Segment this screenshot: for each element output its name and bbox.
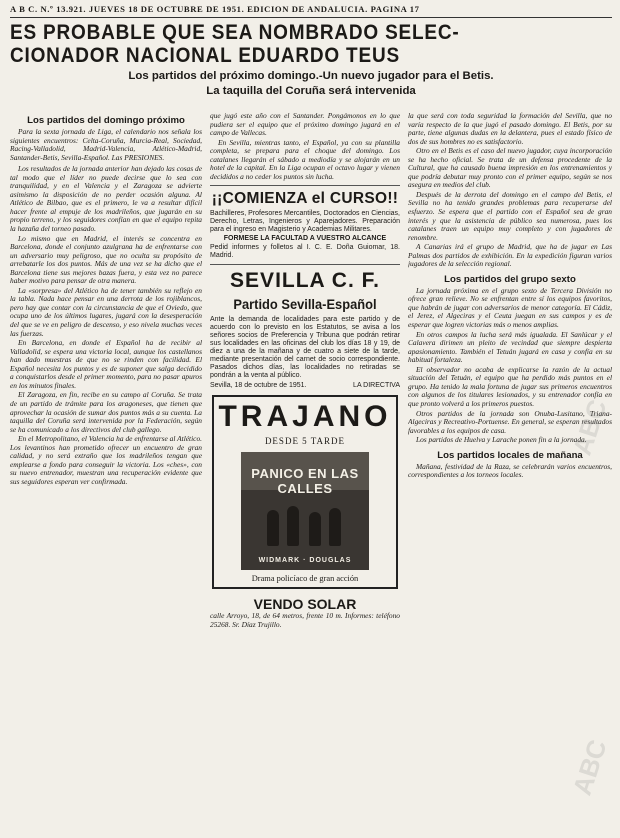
column-3 (408, 112, 612, 834)
col3-subhead-1: Los partidos del grupo sexto (444, 273, 576, 285)
column-1 (10, 112, 202, 834)
col3-subhead-2: Los partidos locales de mañana (437, 449, 583, 461)
headline-deck-2: La taquilla del Coruña será intervenida (206, 85, 416, 97)
col3-paragraph: En otros campos la lucha será más igualada. El Sanlúcar y el Calavera dirimen un pleito de vecindad que siempre despierta apasionamiento. También el Tetuán jugará en casa y confía en su habitual fortaleza. (408, 329, 612, 365)
ad-vendo-title: VENDO SOLAR (253, 596, 357, 613)
col1-subhead: Los partidos del domingo próximo (27, 115, 185, 126)
ad-sevilla-cf (210, 269, 400, 389)
ad-comienza-title: ¡¡COMIENZA el CURSO!! (211, 190, 399, 208)
col3-paragraph: El observador no acaba de explicarse la razón de la actual situación del Tetuán, el equipo que ha perdido más puntos en el grupo. Ha tenido la mala fortuna de jugar sus primeros encuentros con algunos de los titulares lesionados, y su entrenador confía en que pronto volverá a los primeros puestos. (408, 364, 612, 408)
poster-title: PANICO EN LAS CALLES (251, 466, 359, 497)
col1-paragraph: Para la sexta jornada de Liga, el calendario nos señala los siguientes encuentros: Celta-Coruña, Murcia-Real, Sociedad, Racing-Valladolid, Madrid-Valencia, Atlético-Madrid, Santander-Betis, Sevilla-Español. Las PRESIONES. (10, 127, 202, 162)
poster-figure (267, 510, 279, 546)
headline-deck-1: Los partidos del próximo domingo.-Un nuevo jugador para el Betis. (128, 70, 494, 82)
cinema-caption: Drama policíaco de gran acción (251, 574, 359, 584)
watermark-logo: ABC (566, 395, 613, 459)
ad-sevilla-sign: LA DIRECTIVA (353, 382, 400, 390)
main-headline (10, 21, 612, 98)
ad-sevilla-date: Sevilla, 18 de octubre de 1951. (210, 382, 307, 390)
divider (210, 185, 400, 186)
col3-paragraph: Otro en el Betis es el caso del nuevo jugador, cuya incorporación se ha hecho oficial. Se trata de un defensa procedente de la Cultural, que ha causado buena impresión en los entrenamientos y que podría debutar muy pronto con el primer equipo, según se nos asegura en medios del club. (408, 146, 612, 190)
col1-paragraph: En el Metropolitano, el Valencia ha de enfrentarse al Atlético. Los levantinos han prometido ofrecer un encuentro de gran calidad, y no será extraño que los madrileños tengan que emplearse a fondo para conseguir la victoria. Los «ches», con su nuevo entrenador, muestran una recuperación evidente que sus seguidores esperan ver confirmada. (10, 434, 202, 486)
ad-comienza-text: Bachilleres, Profesores Mercantiles, Doctorados en Ciencias, Derecho, Letras, Ingenieros y Aparejadores. Preparación para el ingreso en Magisterio y Academias Militares. (210, 210, 400, 234)
col1-paragraph: Los resultados de la jornada anterior han dejado las cosas de tal modo que el líder no puede decirse que lo sea con tranquilidad, y en el Valencia y el Zaragoza se advierte asimismo la disposición de no perder ocasión alguna. Al Atlético de Bilbao, que es el primero, le va a resultar difícil hacer frente al empuje de los madrileños, que jugarán en su propio terreno, y los seguidores confían en que el equipo repita la hazaña del torneo pasado. (10, 164, 202, 234)
poster-stars: WIDMARK · DOUGLAS (258, 557, 352, 565)
watermark-logo: ABC (566, 735, 613, 799)
col1-paragraph: La «sorpresa» del Atlético ha de tener también su reflejo en la tabla. Nada hace pensar en una derrota de los rojiblancos, pero hay que contar con la circunstancia de que el Oviedo, que ocupa uno de los últimos lugares, jugará con la desesperación del que se ve en peligro de descenso, y eso nivela muchas veces las fuerzas. (10, 285, 202, 338)
col3-paragraph: la que será con toda seguridad la formación del Sevilla, que no varía respecto de la que jugó el pasado domingo. El Betis, por su parte, tiene algunas dudas en la delantera, pues el estado físico de dos de sus hombres no es satisfactorio. (408, 112, 612, 146)
poster-figure (309, 512, 321, 546)
ad-comienza-footer: Pedid informes y folletos al I. C. E. Doña Guiomar, 18. Madrid. (210, 244, 400, 260)
ad-comienza-sub: FORMESE LA FACULTAD A VUESTRO ALCANCE (223, 235, 387, 243)
ad-sevilla-text: Ante la demanda de localidades para este partido y de acuerdo con lo previsto en los Estatutos, se avisa a los señores socios de Preferencia y Tribuna que podrán retirar sus localidades en las oficinas del club los días 18 y 19, de diez a una de la mañana y de cuatro a siete de la tarde, mediante presentación del carnet de socio correspondiente. Pasados dichos días, las localidades no retiradas se pondrán a la venta al público. (210, 316, 400, 380)
cinema-name: TRAJANO (218, 400, 392, 434)
ad-vendo-text: calle Arroyo, 18, de 64 metros, frente 10 m. Informes: teléfono 25268. Sr. Díaz Trujillo. (210, 611, 400, 629)
headline-line-2: CIONADOR NACIONAL EDUARDO TEUS (10, 44, 400, 68)
ad-sevilla-subtitle: Partido Sevilla-Español (233, 296, 377, 313)
col3-paragraph: Los partidos de Huelva y Larache ponen fin a la jornada. (416, 435, 587, 445)
col1-paragraph: En Barcelona, en donde el Español ha de recibir al Valladolid, se espera una victoria local, aunque los castellanos han dado muestras de que no se rinden con facilidad. El Español necesita los puntos y es de suponer que salga decidido a conquistarlos desde el primer momento, para no pasar apuros en los minutos finales. (10, 338, 202, 390)
poster-figure (287, 506, 299, 546)
col2-paragraph: En Sevilla, mientras tanto, el Español, ya con su plantilla completa, se prepara para el choque del domingo. Los catalanes llegarán el sábado a mediodía y se alojarán en un hotel de la capital. En la Liga ocupan el octavo lugar y vienen decididos a no ceder los puntos sin lucha. (210, 137, 400, 181)
ad-cinema-trajano (212, 395, 398, 589)
col3-paragraph: Otros partidos de la jornada son Onuba-Lusitano, Triana-Algeciras y Recreativo-Portuense. En general, se esperan resultados favorables a los equipos de casa. (408, 408, 612, 435)
col1-paragraph: Lo mismo que en Madrid, el interés se concentra en Barcelona, donde el conjunto azulgrana ha de enfrentarse con un adversario muy peligroso, que no oculta su propósito de arrebatarle los dos puntos. Más de una vez se ha dicho que el Barcelona tiene sus mejores bazas fuera, y esta vez no parece haber motivo para pensar de otra manera. (10, 233, 202, 286)
cinema-time: DESDE 5 TARDE (264, 436, 346, 447)
col3-paragraph: A Canarias irá el grupo de Madrid, que ha de jugar en Las Palmas dos partidos de exhibición. En la expedición figuran varios jugadores de la selección regional. (408, 242, 612, 269)
col3-paragraph: Mañana, festividad de la Raza, se celebrarán varios encuentros, correspondientes a los torneos locales. (408, 461, 612, 480)
ad-comienza-curso (210, 190, 400, 260)
film-poster (241, 452, 369, 570)
headline-line-1: ES PROBABLE QUE SEA NOMBRADO SELEC- (10, 21, 460, 45)
col3-paragraph: La jornada próxima en el grupo sexto de Tercera División no ofrece gran relieve. No se enfrentan entre sí los equipos favoritos, que habrán de jugar con adversarios de menor categoría. El Cádiz, el Jerez, el Algeciras y el Ceuta juegan en sus campos y es de esperar que logren victorias más o menos amplias. (408, 285, 612, 330)
col2-paragraph: que jugó este año con el Santander. Pongámonos en lo que pudiera ser el equipo que el próximo domingo jugará en el campo de Vallecas. (210, 112, 400, 138)
folio-line: A B C. N.º 13.921. JUEVES 18 DE OCTUBRE DE 1951. EDICION DE ANDALUCIA. PAGINA 17 (10, 4, 612, 18)
poster-figure (329, 508, 341, 546)
columns (10, 112, 612, 834)
ad-sevilla-title: SEVILLA C. F. (230, 269, 380, 293)
ad-sevilla-signature (210, 382, 400, 389)
col3-paragraph: Después de la derrota del domingo en el campo del Betis, el Sevilla no ha tenido grandes problemas para recuperarse del esfuerzo. Se espera que el partido con el Español sea de gran interés y que la asistencia de público sea numerosa, pues los catalanes traen un equipo muy completo y con jugadores de renombre. (408, 189, 612, 242)
col1-paragraph: El Zaragoza, en fin, recibe en su campo al Coruña. Se trata de un partido de trámite para los aragoneses, que tienen que aprovechar la ocasión de sumar dos puntos más a su cuenta. La taquilla del Coruña será intervenida por la Federación, según se ha comunicado a los directivos del club gallego. (10, 390, 202, 434)
column-2 (210, 112, 400, 834)
divider (210, 264, 400, 265)
